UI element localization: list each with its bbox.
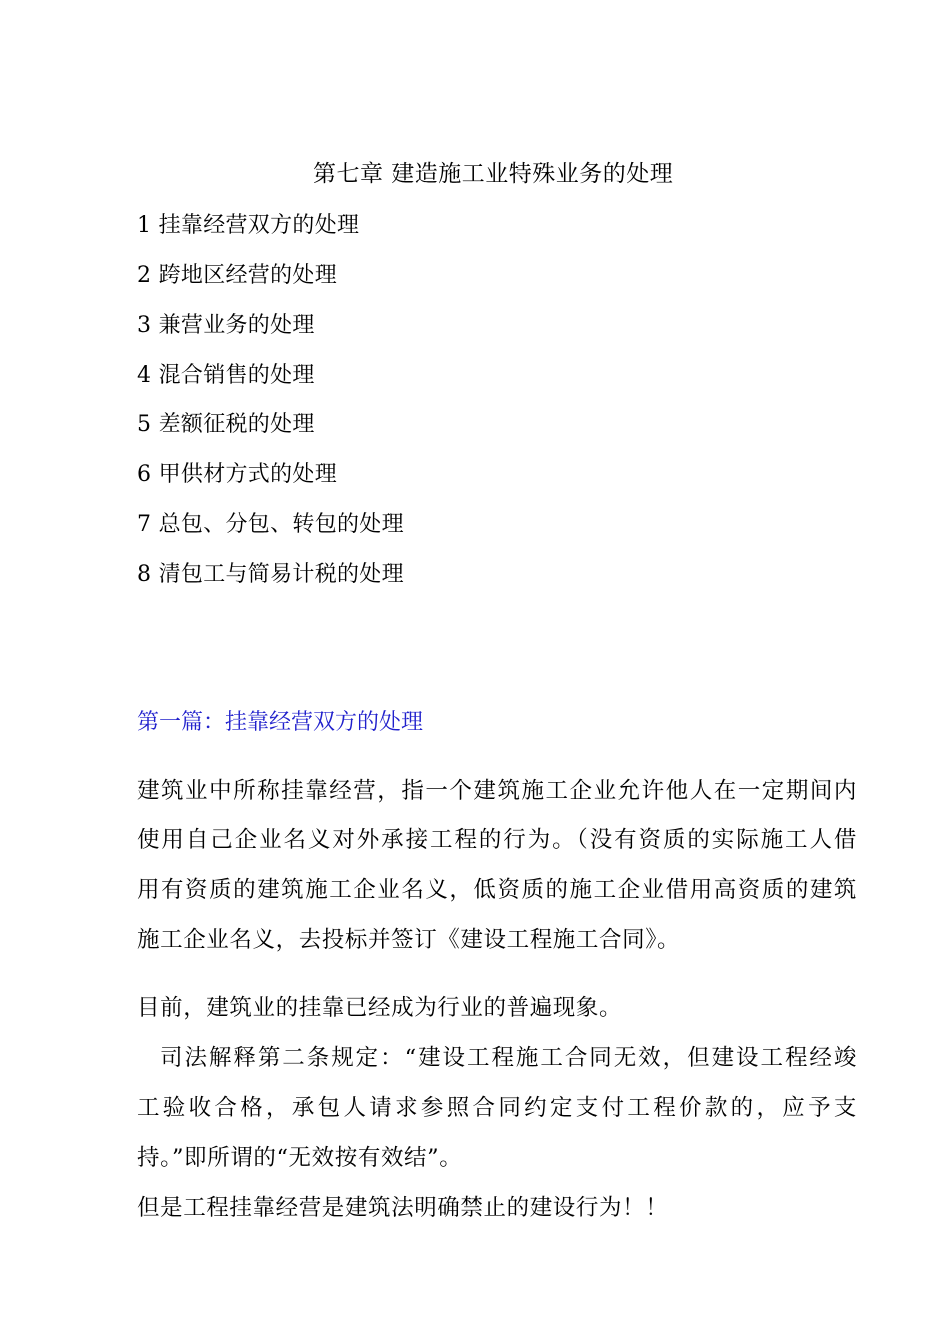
paragraph-1-line-4: 施工企业名义，去投标并签订《建设工程施工合同》。 xyxy=(137,927,681,953)
toc-item-1: 1 挂靠经营双方的处理 xyxy=(137,213,360,238)
toc-item-3: 3 兼营业务的处理 xyxy=(137,313,315,338)
paragraph-2: 目前，建筑业的挂靠已经成为行业的普遍现象。 xyxy=(137,995,623,1021)
paragraph-1-line-2: 使用自己企业名义对外承接工程的行为。（没有资质的实际施工人借 xyxy=(137,827,857,853)
toc-item-8: 8 清包工与简易计税的处理 xyxy=(137,562,404,587)
section-heading: 第一篇：挂靠经营双方的处理 xyxy=(137,710,424,735)
chapter-title: 第七章 建造施工业特殊业务的处理 xyxy=(313,161,674,187)
paragraph-3-line-3: 持。”即所谓的“无效按有效结”。 xyxy=(137,1145,463,1171)
toc-item-7: 7 总包、分包、转包的处理 xyxy=(137,512,404,537)
paragraph-1-line-1: 建筑业中所称挂靠经营，指一个建筑施工企业允许他人在一定期间内 xyxy=(137,778,857,804)
toc-item-2: 2 跨地区经营的处理 xyxy=(137,263,337,288)
toc-item-5: 5 差额征税的处理 xyxy=(137,412,315,437)
toc-item-6: 6 甲供材方式的处理 xyxy=(137,462,337,487)
paragraph-1-line-3: 用有资质的建筑施工企业名义，低资质的施工企业借用高资质的建筑 xyxy=(137,877,857,903)
toc-item-4: 4 混合销售的处理 xyxy=(137,363,315,388)
paragraph-3-line-2: 工验收合格，承包人请求参照合同约定支付工程价款的，应予支 xyxy=(137,1095,857,1121)
paragraph-4: 但是工程挂靠经营是建筑法明确禁止的建设行为！！ xyxy=(137,1195,669,1221)
paragraph-3-line-1: 司法解释第二条规定：“建设工程施工合同无效，但建设工程经竣 xyxy=(160,1045,857,1071)
